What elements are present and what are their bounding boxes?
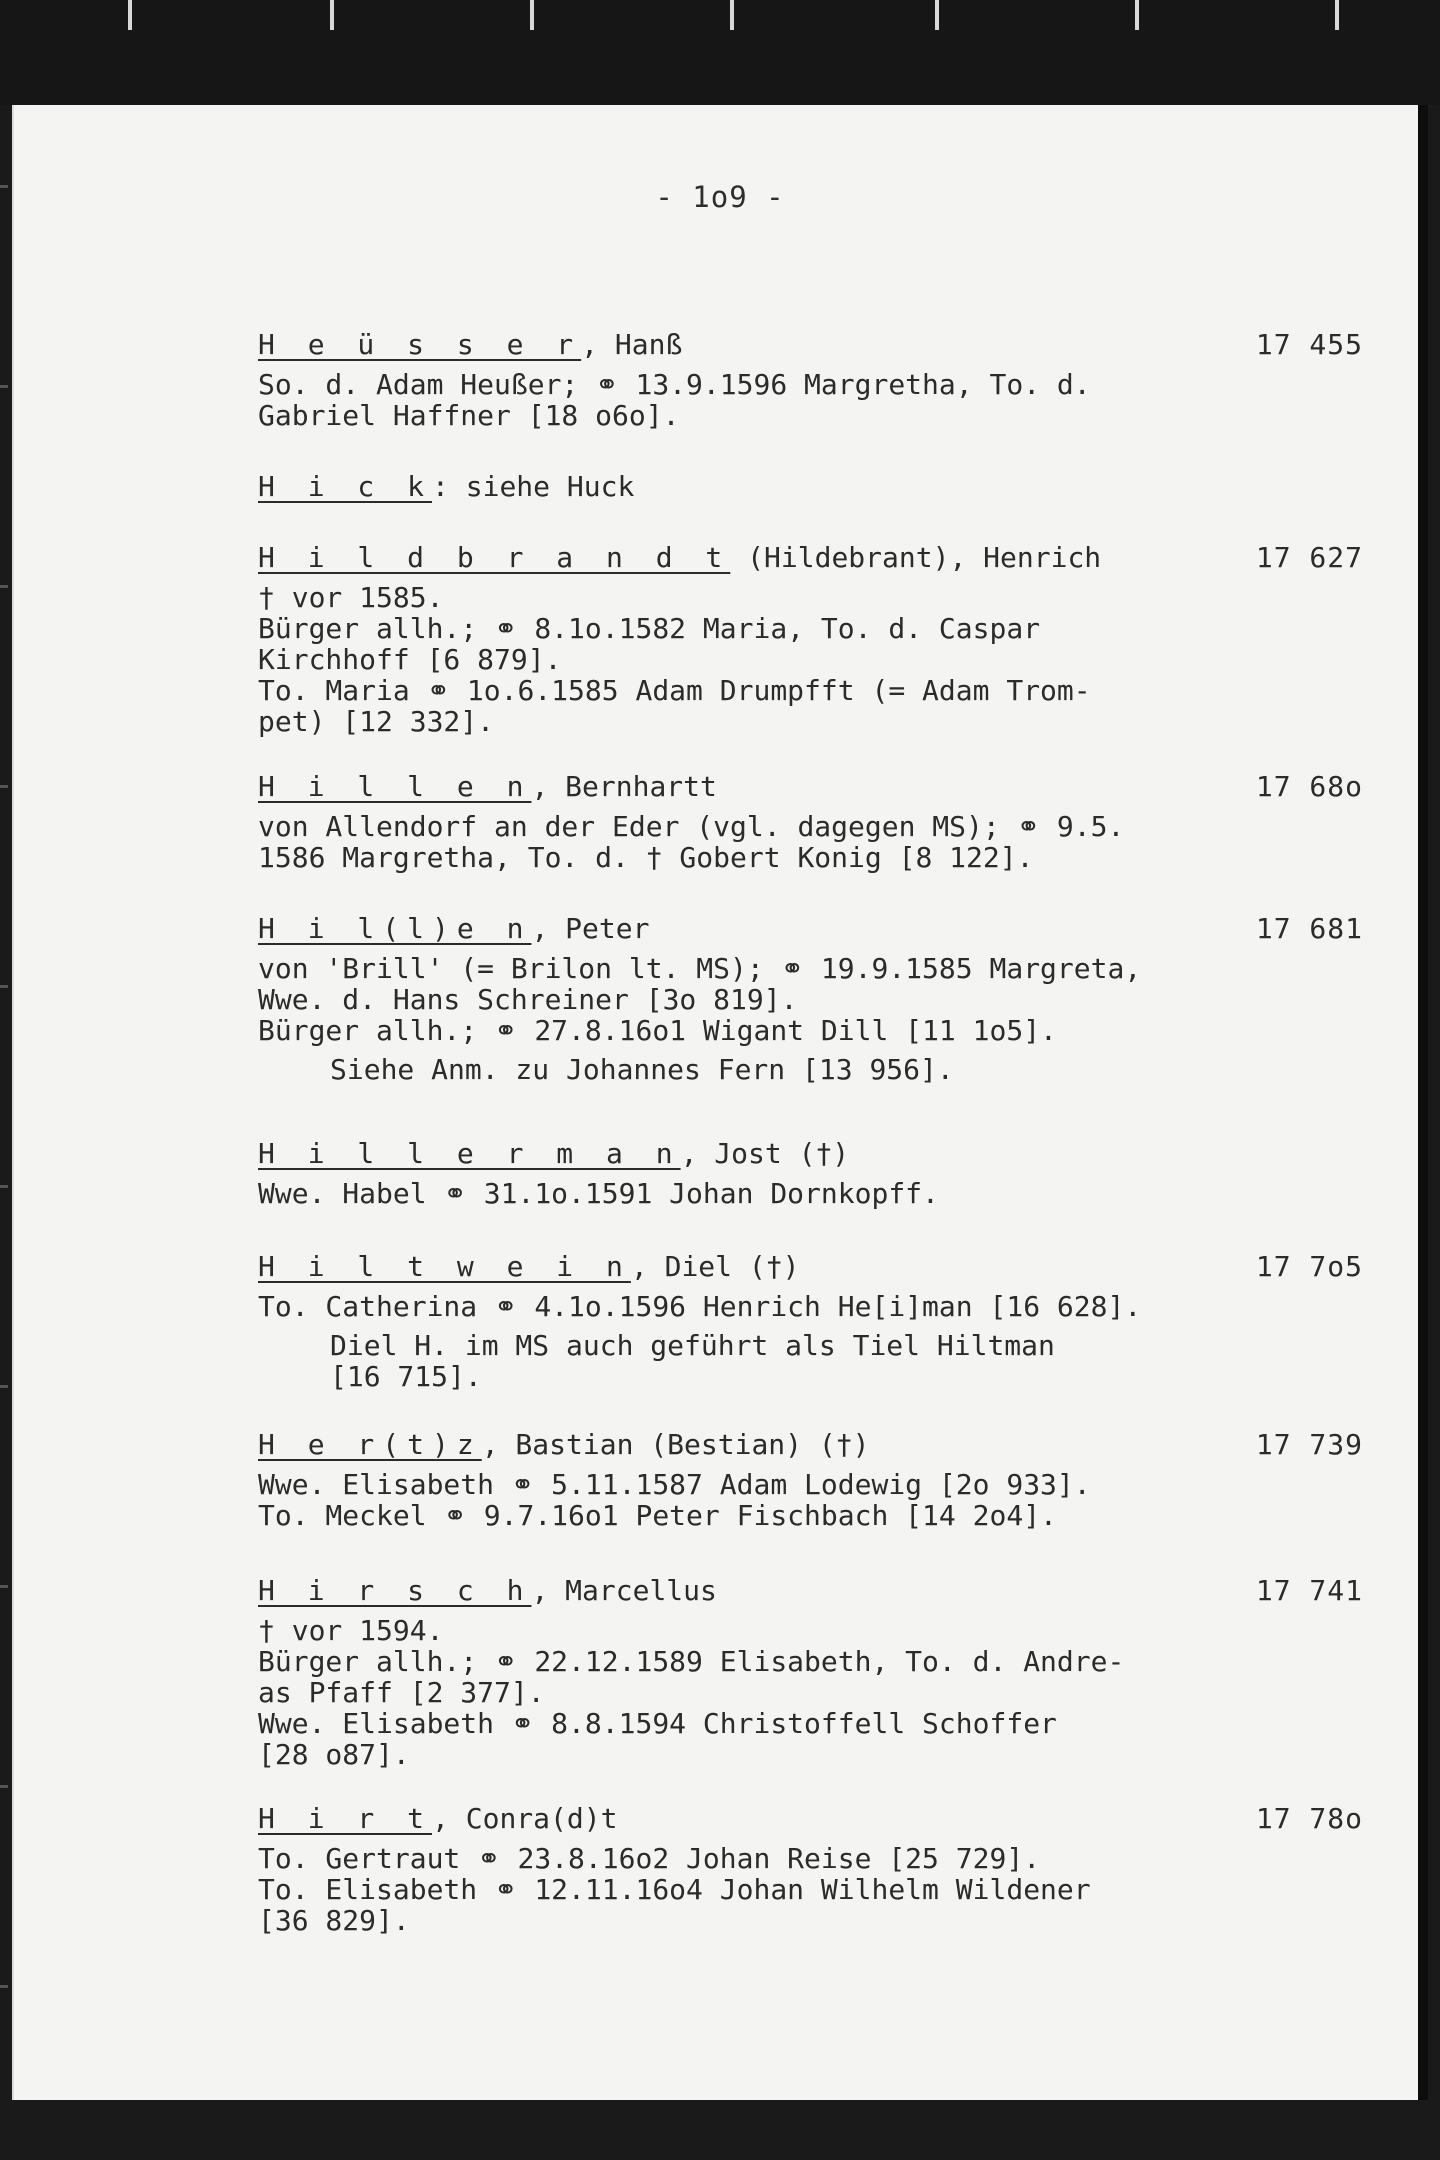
surname-spaced: H i c k <box>258 470 433 503</box>
film-edge-mark <box>0 1185 8 1188</box>
entry-heading <box>258 1137 1358 1177</box>
entry-text-line: † vor 1585. <box>258 581 444 614</box>
film-tick <box>1135 0 1139 30</box>
entry-heading <box>258 1428 1363 1468</box>
entry-text-line: To. Maria ⚭ 1o.6.1585 Adam Drumpfft (= Adam Trom- <box>258 674 1091 707</box>
register-entry <box>258 1137 1358 1208</box>
register-entry <box>258 770 1363 874</box>
given-name: , Diel (†) <box>630 1250 800 1283</box>
surname-spaced: H i l d b r a n d t <box>258 541 731 574</box>
entry-text-line: To. Gertraut ⚭ 23.8.16o2 Johan Reise [25 729]. <box>258 1842 1041 1875</box>
entry-number: 17 68o <box>1255 770 1363 803</box>
entry-number: 17 741 <box>1255 1574 1363 1607</box>
entry-number: 17 7o5 <box>1255 1250 1363 1283</box>
given-name: , Peter <box>531 912 650 945</box>
given-name: , Marcellus <box>531 1574 717 1607</box>
register-entry <box>258 912 1363 1086</box>
entry-text-line: von Allendorf an der Eder (vgl. dagegen MS); ⚭ 9.5. <box>258 810 1125 843</box>
surname-spaced: H e ü s s e r <box>258 328 582 361</box>
film-strip-top <box>0 0 1440 105</box>
film-edge-mark <box>0 1985 8 1988</box>
entry-heading <box>258 470 1358 510</box>
film-edge-mark <box>0 585 8 588</box>
entry-heading <box>258 1802 1363 1842</box>
entry-text-line: To. Elisabeth ⚭ 12.11.16o4 Johan Wilhelm Wildener <box>258 1873 1091 1906</box>
entry-text-line: To. Catherina ⚭ 4.1o.1596 Henrich He[i]man [16 628]. <box>258 1290 1142 1323</box>
entry-heading <box>258 541 1363 581</box>
given-name: : siehe Huck <box>432 470 635 503</box>
given-name: , Conra(d)t <box>432 1802 618 1835</box>
entry-text-line: Bürger allh.; ⚭ 8.1o.1582 Maria, To. d. Caspar <box>258 612 1041 645</box>
entry-number: 17 78o <box>1255 1802 1363 1835</box>
given-name: , Bastian (Bestian) (†) <box>481 1428 870 1461</box>
entry-text-line: † vor 1594. <box>258 1614 444 1647</box>
note-text-line: [16 715]. <box>330 1360 482 1393</box>
film-edge-mark <box>0 1785 8 1788</box>
register-entry <box>258 541 1363 738</box>
film-edge-mark <box>0 1385 8 1388</box>
entry-text-line: pet) [12 332]. <box>258 705 495 738</box>
entry-text-line: [36 829]. <box>258 1904 410 1937</box>
entry-number: 17 627 <box>1255 541 1363 574</box>
entry-number: 17 455 <box>1255 328 1363 361</box>
entry-text-line: To. Meckel ⚭ 9.7.16o1 Peter Fischbach [14 2o4]. <box>258 1499 1057 1532</box>
register-entry <box>258 470 1358 510</box>
surname-spaced: H i l t w e i n <box>258 1250 631 1283</box>
surname-spaced: H i l l e r m a n <box>258 1137 681 1170</box>
entry-heading <box>258 1574 1363 1614</box>
surname-spaced: H i l(l)e n <box>258 912 532 945</box>
register-entry <box>258 1250 1363 1393</box>
entry-heading <box>258 770 1363 810</box>
entry-note <box>258 1055 1358 1084</box>
entry-text-line: Wwe. Habel ⚭ 31.1o.1591 Johan Dornkopff. <box>258 1177 939 1210</box>
given-name: , Hanß <box>581 328 683 361</box>
film-tick <box>730 0 734 30</box>
entry-text-line: Bürger allh.; ⚭ 27.8.16o1 Wigant Dill [11 1o5]. <box>258 1014 1057 1047</box>
entry-text-line: So. d. Adam Heußer; ⚭ 13.9.1596 Margretha, To. d. <box>258 368 1091 401</box>
given-name: , Bernhartt <box>531 770 717 803</box>
register-entry <box>258 1428 1363 1532</box>
entry-text-line: Kirchhoff [6 879]. <box>258 643 562 676</box>
entry-name <box>258 470 634 503</box>
entry-name <box>258 328 682 361</box>
note-text-line: Diel H. im MS auch geführt als Tiel Hiltman <box>330 1329 1055 1362</box>
film-edge-left <box>0 105 12 2105</box>
register-entry <box>258 328 1363 432</box>
register-entry <box>258 1802 1363 1937</box>
film-tick <box>128 0 132 30</box>
entry-name <box>258 1250 799 1283</box>
entry-text-line: Bürger allh.; ⚭ 22.12.1589 Elisabeth, To. d. Andre- <box>258 1645 1125 1678</box>
entry-name <box>258 770 717 803</box>
entry-text-line: [28 o87]. <box>258 1738 410 1771</box>
film-tick <box>1335 0 1339 30</box>
given-name: (Hildebrant), Henrich <box>730 541 1102 574</box>
entry-text-line: von 'Brill' (= Brilon lt. MS); ⚭ 19.9.1585 Margreta, <box>258 952 1142 985</box>
entry-text-line: Gabriel Haffner [18 o6o]. <box>258 399 680 432</box>
entry-heading <box>258 1250 1363 1290</box>
entry-text-line: Wwe. d. Hans Schreiner [3o 819]. <box>258 983 798 1016</box>
film-edge-mark <box>0 1585 8 1588</box>
entry-number: 17 681 <box>1255 912 1363 945</box>
film-tick <box>530 0 534 30</box>
entry-name <box>258 1574 717 1607</box>
register-entry <box>258 1574 1363 1771</box>
entry-number: 17 739 <box>1255 1428 1363 1461</box>
entry-note <box>258 1331 1358 1391</box>
entry-name <box>258 912 649 945</box>
entry-text-line: Wwe. Elisabeth ⚭ 8.8.1594 Christoffell Schoffer <box>258 1707 1057 1740</box>
entry-name <box>258 541 1101 574</box>
film-tick <box>330 0 334 30</box>
entry-text-line: 1586 Margretha, To. d. † Gobert Konig [8 122]. <box>258 841 1034 874</box>
entry-name <box>258 1802 617 1835</box>
film-edge-mark <box>0 785 8 788</box>
entry-text-line: Wwe. Elisabeth ⚭ 5.11.1587 Adam Lodewig [2o 933]. <box>258 1468 1091 1501</box>
surname-spaced: H e r(t)z <box>258 1428 482 1461</box>
surname-spaced: H i r t <box>258 1802 433 1835</box>
film-tick <box>935 0 939 30</box>
film-edge-mark <box>0 385 8 388</box>
entry-name <box>258 1137 849 1170</box>
entry-text-line: as Pfaff [2 377]. <box>258 1676 545 1709</box>
surname-spaced: H i r s c h <box>258 1574 532 1607</box>
page-number: - 1o9 - <box>655 180 785 214</box>
surname-spaced: H i l l e n <box>258 770 532 803</box>
entry-heading <box>258 912 1363 952</box>
entry-heading <box>258 328 1363 368</box>
film-edge-mark <box>0 985 8 988</box>
note-text-line: Siehe Anm. zu Johannes Fern [13 956]. <box>330 1053 954 1086</box>
entry-name <box>258 1428 869 1461</box>
given-name: , Jost (†) <box>680 1137 850 1170</box>
page-edge-shadow <box>1418 105 1428 2100</box>
